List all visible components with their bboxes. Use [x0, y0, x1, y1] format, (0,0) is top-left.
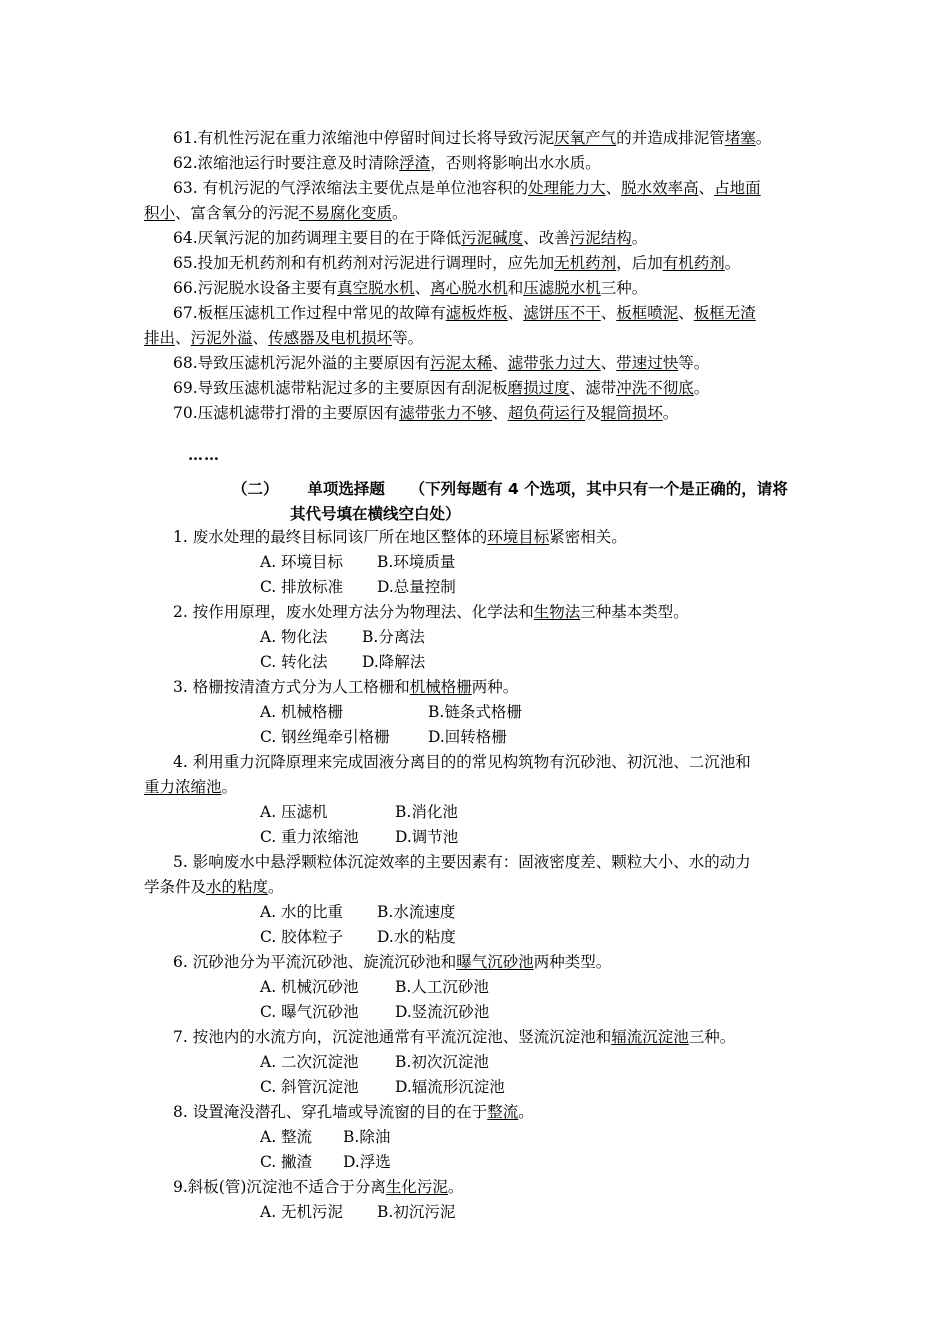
- option: D.降解法: [362, 653, 426, 671]
- choice-item-2: [173, 602, 689, 622]
- option: B.链条式格栅: [428, 703, 522, 721]
- answer-blank: 生化污泥: [385, 1178, 448, 1196]
- item-number: 7.: [173, 1028, 188, 1046]
- answer-blank: 污泥结构: [569, 229, 632, 247]
- answer-blank: 机械格栅: [409, 678, 472, 696]
- question-text: 导致压滤机污泥外溢的主要原因有: [197, 354, 431, 372]
- item-number: 62.: [173, 154, 198, 172]
- question-text: 、: [605, 179, 622, 197]
- question-text: 。: [755, 129, 772, 147]
- section-instruction: （下列每题有 4 个选项，其中只有一个是正确的，请将: [409, 480, 788, 498]
- item-number: 6.: [173, 953, 188, 971]
- option: C. 排放标准: [260, 578, 344, 596]
- option: D.水的粘度: [377, 928, 456, 946]
- option: D.竖流沉砂池: [395, 1003, 490, 1021]
- option: D.回转格栅: [428, 728, 507, 746]
- option: A. 环境目标: [260, 553, 344, 571]
- section-heading-line-1: [232, 477, 788, 499]
- answer-blank: 污泥碱度: [461, 229, 524, 247]
- question-text: 、: [507, 304, 524, 322]
- question-text: 的并造成排泥管: [616, 129, 725, 147]
- fill-item-67: [173, 303, 756, 323]
- question-text: 投加无机药剂和有机药剂对污泥进行调理时，应先加: [197, 254, 555, 272]
- question-text: 、: [600, 354, 617, 372]
- item-number: 63.: [173, 179, 198, 197]
- option: C. 胶体粒子: [260, 928, 344, 946]
- option: A. 二次沉淀池: [260, 1053, 359, 1071]
- option: A. 压滤机: [260, 803, 328, 821]
- answer-blank: 板框无渣: [693, 304, 756, 322]
- item-number: 66.: [173, 279, 198, 297]
- question-text: 。: [693, 379, 710, 397]
- item-number: 8.: [173, 1103, 188, 1121]
- section-heading-line-2: [290, 502, 461, 524]
- answer-blank: 冲洗不彻底: [616, 379, 694, 397]
- choice-item-3: [173, 677, 518, 697]
- option: B.分离法: [362, 628, 425, 646]
- question-text: 三种基本类型。: [580, 603, 689, 621]
- question-text: 。: [392, 204, 408, 222]
- question-text: 。: [631, 229, 648, 247]
- question-text: 厌氧污泥的加药调理主要目的在于降低: [197, 229, 462, 247]
- choice-item-5: [173, 852, 751, 872]
- option: B.消化池: [395, 803, 458, 821]
- answer-blank: 环境目标: [487, 528, 550, 546]
- question-text: 板框压滤机工作过程中常见的故障有: [197, 304, 446, 322]
- answer-blank: 传感器及电机损坏: [268, 329, 393, 347]
- question-text: 按池内的水流方向，沉淀池通常有平流沉淀池、竖流沉淀池和: [187, 1028, 612, 1046]
- option: A. 机械沉砂池: [260, 978, 359, 996]
- question-text: 斜板(管)沉淀池不适合于分离: [187, 1178, 386, 1196]
- question-text: 、: [492, 404, 508, 422]
- answer-blank: 带速过快: [616, 354, 679, 372]
- question-text: 、: [414, 279, 431, 297]
- item-number: 69.: [173, 379, 198, 397]
- answer-blank: 板框喷泥: [616, 304, 679, 322]
- answer-blank: 重力浓缩池: [144, 778, 222, 796]
- item-number: 61.: [173, 129, 198, 147]
- option: B.环境质量: [377, 553, 456, 571]
- question-text: 。: [724, 254, 741, 272]
- item-number: 70.: [173, 404, 198, 422]
- question-text: 和: [507, 279, 524, 297]
- question-text: 沉砂池分为平流沉砂池、旋流沉砂池和: [187, 953, 457, 971]
- option: C. 斜管沉淀池: [260, 1078, 359, 1096]
- fill-item-68: [173, 353, 709, 373]
- choice-item-7: [173, 1027, 735, 1047]
- option: D.浮选: [343, 1153, 391, 1171]
- item-number: 68.: [173, 354, 198, 372]
- question-text: 。: [518, 1103, 534, 1121]
- item-number: 4.: [173, 753, 188, 771]
- question-text: 废水处理的最终目标同该厂所在地区整体的: [187, 528, 488, 546]
- choice-item-1: [173, 527, 627, 547]
- answer-blank: 辐流沉淀池: [611, 1028, 689, 1046]
- answer-blank: 积小: [144, 204, 176, 222]
- question-text: 。: [268, 878, 284, 896]
- fill-item-64: [173, 228, 647, 248]
- answer-blank: 辊筒损坏: [600, 404, 663, 422]
- question-text: 三种。: [688, 1028, 736, 1046]
- item-number: 64.: [173, 229, 198, 247]
- option: B.初次沉淀池: [395, 1053, 489, 1071]
- fill-item-61: [173, 128, 771, 148]
- question-text: 有机性污泥在重力浓缩池中停留时间过长将导致污泥: [197, 129, 555, 147]
- question-text: 浓缩池运行时要注意及时清除: [197, 154, 400, 172]
- item-number: 5.: [173, 853, 188, 871]
- option: B.人工沉砂池: [395, 978, 489, 996]
- answer-blank: 不易腐化变质: [299, 204, 393, 222]
- item-number: 65.: [173, 254, 198, 272]
- question-text: 压滤机滤带打滑的主要原因有: [197, 404, 400, 422]
- question-text: 利用重力沉降原理来完成固液分离目的的常见构筑物有沉砂池、初沉池、二沉池和: [187, 753, 751, 771]
- question-text: 、: [678, 304, 694, 322]
- question-text: 。: [662, 404, 679, 422]
- option: A. 水的比重: [260, 903, 344, 921]
- answer-blank: 曝气沉砂池: [456, 953, 534, 971]
- option: C. 重力浓缩池: [260, 828, 359, 846]
- question-text: 两种。: [471, 678, 519, 696]
- option: B.初沉污泥: [377, 1203, 456, 1221]
- answer-blank: 离心脱水机: [430, 279, 508, 297]
- question-text: 三种。: [600, 279, 648, 297]
- answer-blank: 厌氧产气: [554, 129, 617, 147]
- question-text: 设置淹没潜孔、穿孔墙或导流窗的目的在于: [187, 1103, 488, 1121]
- answer-blank: 排出: [144, 329, 176, 347]
- question-text: 及: [585, 404, 601, 422]
- answer-blank: 滤带张力不够: [399, 404, 493, 422]
- answer-blank: 滤带张力过大: [507, 354, 601, 372]
- answer-blank: 磨损过度: [507, 379, 570, 397]
- question-text: ，否则将影响出水水质。: [430, 154, 601, 172]
- answer-blank: 整流: [487, 1103, 519, 1121]
- answer-blank: 无机药剂: [554, 254, 617, 272]
- answer-blank: 滤饼压不干: [523, 304, 601, 322]
- option: D.总量控制: [377, 578, 456, 596]
- answer-blank: 污泥太稀: [430, 354, 493, 372]
- section-instruction-cont: 其代号填在横线空白处）: [290, 505, 461, 523]
- question-text: 、富含氧分的污泥: [175, 204, 300, 222]
- answer-blank: 污泥外溢: [190, 329, 253, 347]
- option: B.除油: [343, 1128, 391, 1146]
- choice-item-4: [173, 752, 751, 772]
- question-text: 、滤带: [569, 379, 617, 397]
- answer-blank: 浮渣: [399, 154, 431, 172]
- item-number: 9.: [173, 1178, 188, 1196]
- section-label: （二）: [232, 480, 279, 498]
- item-number: 1.: [173, 528, 188, 546]
- question-text: 。: [447, 1178, 464, 1196]
- option: D.辐流形沉淀池: [395, 1078, 505, 1096]
- question-text: 按作用原理，废水处理方法分为物理法、化学法和: [187, 603, 534, 621]
- question-text: 紧密相关。: [549, 528, 627, 546]
- option: A. 无机污泥: [260, 1203, 344, 1221]
- answer-blank: 超负荷运行: [507, 404, 586, 422]
- question-text: 、: [492, 354, 508, 372]
- answer-blank: 滤板炸板: [445, 304, 508, 322]
- question-text: 、: [175, 329, 191, 347]
- question-text: 。: [221, 778, 238, 796]
- section-title: 单项选择题: [307, 480, 385, 498]
- question-text: 学条件及: [144, 878, 207, 896]
- question-text: 等。: [678, 354, 710, 372]
- answer-blank: 生物法: [533, 603, 581, 621]
- ellipsis: ……: [188, 446, 220, 464]
- fill-item-continuation: [144, 328, 423, 348]
- answer-blank: 压滤脱水机: [523, 279, 601, 297]
- question-text: 格栅按清渣方式分为人工格栅和: [187, 678, 410, 696]
- fill-item-70: [173, 403, 678, 423]
- question-text: 影响废水中悬浮颗粒体沉淀效率的主要因素有：固液密度差、颗粒大小、水的动力: [187, 853, 751, 871]
- fill-item-62: [173, 153, 601, 173]
- choice-item-continuation: [144, 877, 284, 897]
- question-text: 两种类型。: [533, 953, 612, 971]
- answer-blank: 有机药剂: [662, 254, 725, 272]
- question-text: 污泥脱水设备主要有: [197, 279, 338, 297]
- question-text: 、: [698, 179, 715, 197]
- answer-blank: 脱水效率高: [621, 179, 699, 197]
- question-text: ，后加: [616, 254, 663, 272]
- fill-item-63: [173, 178, 761, 198]
- option: D.调节池: [395, 828, 459, 846]
- answer-blank: 水的粘度: [206, 878, 269, 896]
- fill-item-continuation: [144, 203, 408, 223]
- option: A. 机械格栅: [260, 703, 344, 721]
- fill-item-65: [173, 253, 740, 273]
- option: C. 撇渣: [260, 1153, 313, 1171]
- item-number: 3.: [173, 678, 188, 696]
- option: C. 转化法: [260, 653, 328, 671]
- option: C. 曝气沉砂池: [260, 1003, 359, 1021]
- answer-blank: 处理能力大: [528, 179, 606, 197]
- choice-item-6: [173, 952, 611, 972]
- option: A. 物化法: [260, 628, 328, 646]
- question-text: 、: [600, 304, 617, 322]
- question-text: 有机污泥的气浮浓缩法主要优点是单位池容积的: [197, 179, 529, 197]
- item-number: 67.: [173, 304, 198, 322]
- question-text: 、: [252, 329, 269, 347]
- option: A. 整流: [260, 1128, 313, 1146]
- option: C. 钢丝绳牵引格栅: [260, 728, 390, 746]
- question-text: 等。: [392, 329, 424, 347]
- choice-item-8: [173, 1102, 534, 1122]
- answer-blank: 堵塞: [724, 129, 756, 147]
- choice-item-9: [173, 1177, 463, 1197]
- question-text: 导致压滤机滤带粘泥过多的主要原因有刮泥板: [197, 379, 508, 397]
- option: B.水流速度: [377, 903, 456, 921]
- fill-item-66: [173, 278, 647, 298]
- choice-item-continuation: [144, 777, 237, 797]
- answer-blank: 真空脱水机: [337, 279, 415, 297]
- question-text: 、改善: [523, 229, 570, 247]
- fill-item-69: [173, 378, 709, 398]
- item-number: 2.: [173, 603, 188, 621]
- answer-blank: 占地面: [714, 179, 761, 197]
